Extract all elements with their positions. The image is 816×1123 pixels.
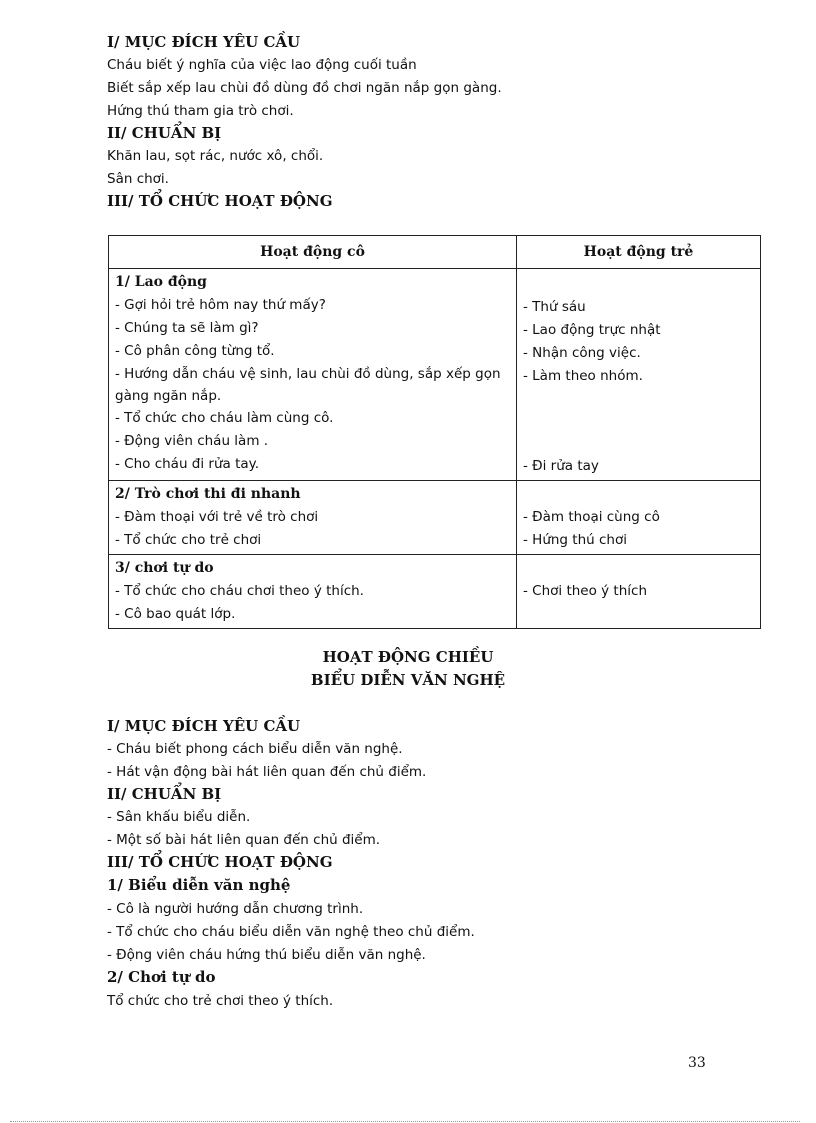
list-item: - Làm theo nhóm.: [523, 368, 643, 384]
children-cell: [517, 269, 761, 481]
section-heading-preparation: II/ CHUẨN BỊ: [107, 124, 222, 142]
text-line: - Tổ chức cho cháu biểu diễn văn nghệ theo chủ điểm.: [107, 924, 475, 940]
section-heading-activities: III/ TỔ CHỨC HOẠT ĐỘNG: [107, 853, 333, 871]
column-header-teacher: Hoạt động cô: [109, 236, 517, 269]
text-line: - Cô là người hướng dẫn chương trình.: [107, 901, 364, 917]
spacer: [523, 271, 754, 296]
list-item: - Tổ chức cho cháu chơi theo ý thích.: [115, 583, 364, 599]
section-heading-preparation: II/ CHUẨN BỊ: [107, 785, 222, 803]
activity-title: 1/ Lao động: [115, 274, 207, 290]
text-line: - Cháu biết phong cách biểu diễn văn nghệ.: [107, 741, 403, 757]
list-item: - Cô bao quát lớp.: [115, 606, 236, 622]
activity-title: 3/ chơi tự do: [115, 560, 214, 576]
afternoon-title: HOẠT ĐỘNG CHIỀU: [322, 648, 494, 666]
spacer: [523, 388, 754, 455]
list-item: - Nhận công việc.: [523, 345, 641, 361]
text-line: - Sân khấu biểu diễn.: [107, 809, 251, 825]
list-item: - Động viên cháu làm .: [115, 433, 269, 449]
teacher-cell: [109, 555, 517, 629]
list-item: - Đàm thoại cùng cô: [523, 509, 660, 525]
list-item: - Chơi theo ý thích: [523, 583, 648, 599]
subsection-heading: 2/ Chơi tự do: [107, 968, 216, 986]
list-item: - Hướng dẫn cháu vệ sinh, lau chùi đồ dùng, sắp xếp gọn gàng ngăn nắp.: [115, 366, 501, 404]
teacher-cell: [109, 481, 517, 555]
section-heading-objectives: I/ MỤC ĐÍCH YÊU CẦU: [107, 33, 301, 51]
spacer: [523, 557, 754, 580]
list-item: - Cô phân công từng tổ.: [115, 343, 275, 359]
list-item: - Gợi hỏi trẻ hôm nay thứ mấy?: [115, 297, 326, 313]
text-line: Sân chơi.: [107, 171, 169, 187]
table-row: [109, 481, 761, 555]
column-header-children: Hoạt động trẻ: [517, 236, 761, 269]
list-item: - Lao động trực nhật: [523, 322, 661, 338]
text-line: - Động viên cháu hứng thú biểu diễn văn nghệ.: [107, 947, 426, 963]
list-item: - Đàm thoại với trẻ về trò chơi: [115, 509, 319, 525]
children-cell: [517, 555, 761, 629]
text-line: Hứng thú tham gia trò chơi.: [107, 103, 294, 119]
table-header-row: [109, 236, 761, 269]
subsection-heading: 1/ Biểu diễn văn nghệ: [107, 876, 291, 894]
text-line: Biết sắp xếp lau chùi đồ dùng đồ chơi ngăn nắp gọn gàng.: [107, 80, 502, 96]
children-cell: [517, 481, 761, 555]
section-heading-activities: III/ TỔ CHỨC HOẠT ĐỘNG: [107, 192, 333, 210]
list-item: - Tổ chức cho trẻ chơi: [115, 532, 262, 548]
text-line: Tổ chức cho trẻ chơi theo ý thích.: [107, 993, 334, 1009]
list-item: - Chúng ta sẽ làm gì?: [115, 320, 259, 336]
page-number: 33: [688, 1055, 706, 1071]
performance-title: BIỂU DIỄN VĂN NGHỆ: [310, 671, 506, 689]
list-item: - Đi rửa tay: [523, 458, 599, 474]
list-item: - Hứng thú chơi: [523, 532, 627, 548]
table-row: [109, 555, 761, 629]
section-heading-objectives: I/ MỤC ĐÍCH YÊU CẦU: [107, 717, 301, 735]
list-item: - Thứ sáu: [523, 299, 586, 315]
activity-title: 2/ Trò chơi thi đi nhanh: [115, 486, 301, 502]
table-row: [109, 269, 761, 481]
text-line: - Hát vận động bài hát liên quan đến chủ điểm.: [107, 764, 427, 780]
activity-table: [108, 235, 761, 629]
text-line: Khăn lau, sọt rác, nước xô, chổi.: [107, 148, 324, 164]
footer-divider: [10, 1121, 800, 1122]
list-item: - Tổ chức cho cháu làm cùng cô.: [115, 410, 334, 426]
text-line: Cháu biết ý nghĩa của việc lao động cuối tuần: [107, 57, 417, 73]
text-line: - Một số bài hát liên quan đến chủ điểm.: [107, 832, 381, 848]
spacer: [523, 483, 754, 506]
teacher-cell: [109, 269, 517, 481]
list-item: - Cho cháu đi rửa tay.: [115, 456, 259, 472]
